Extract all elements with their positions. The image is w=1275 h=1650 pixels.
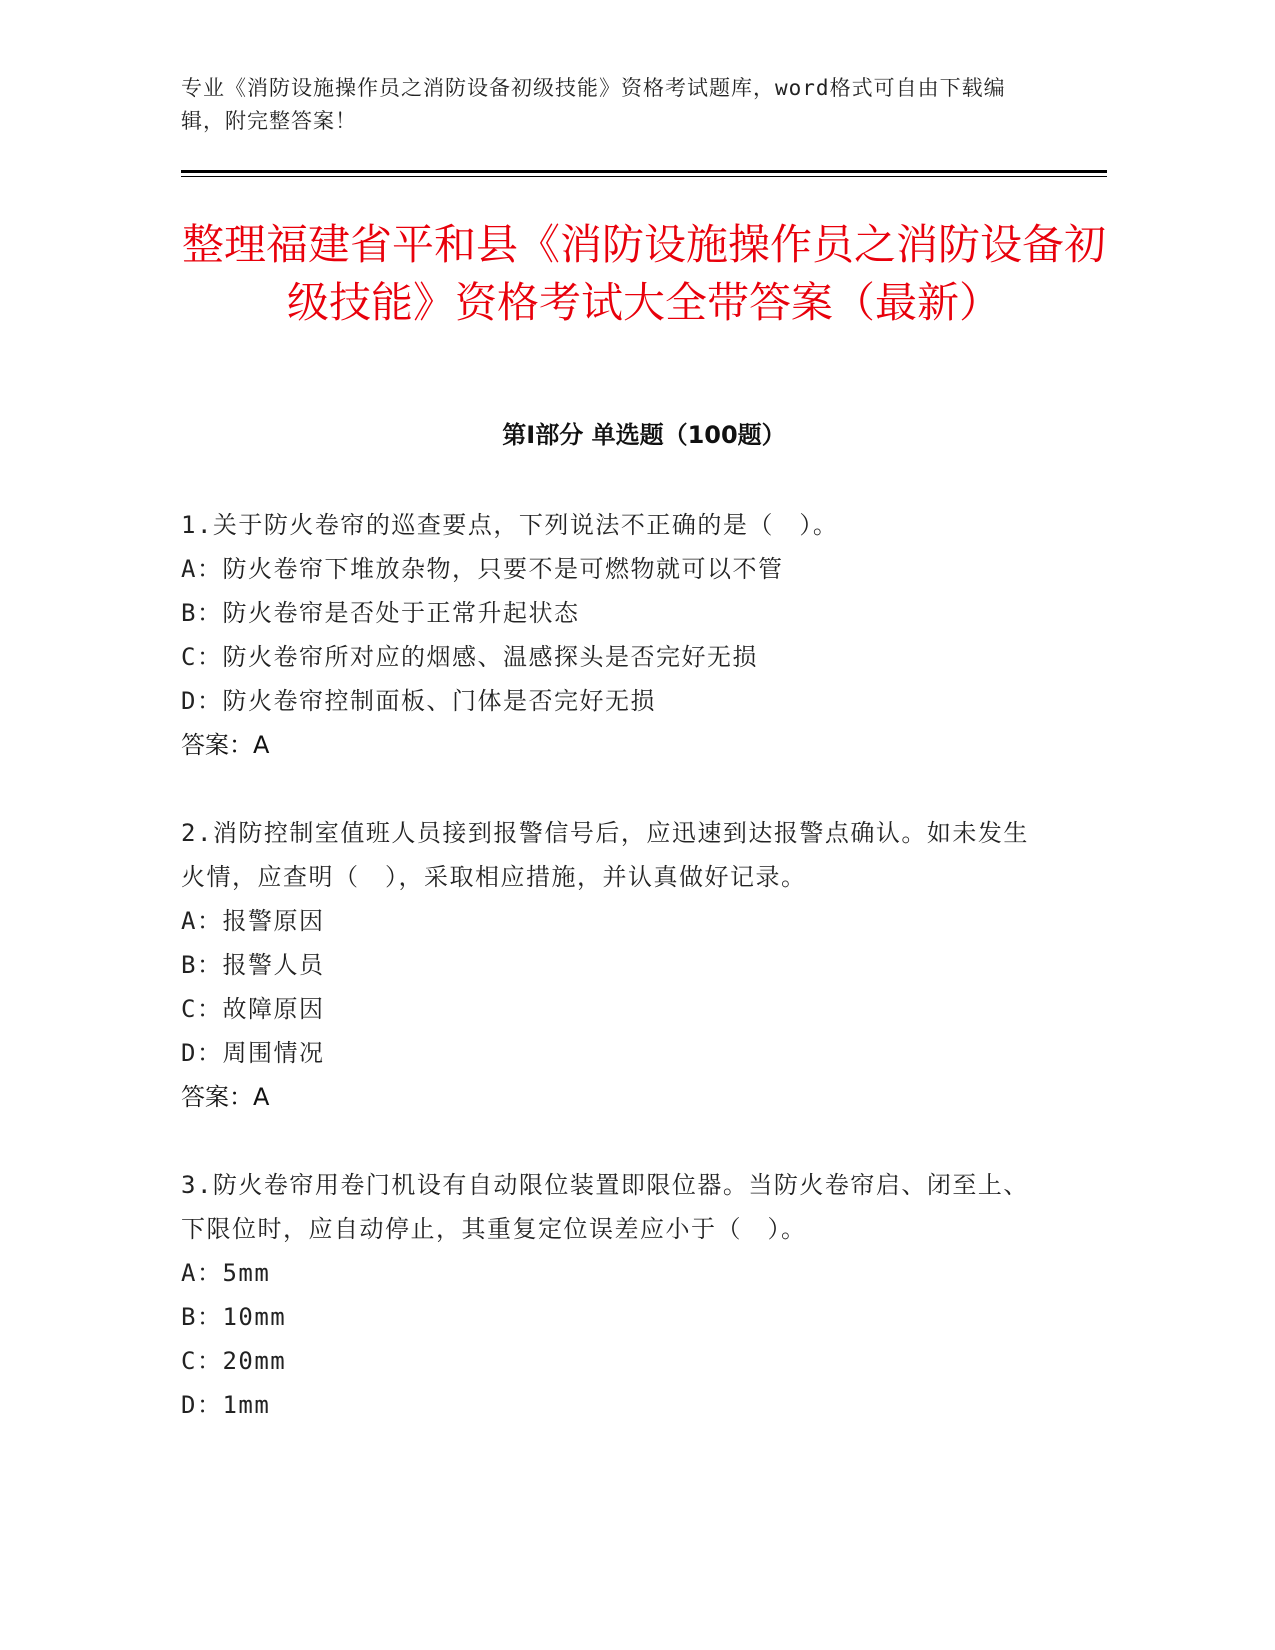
option-a: A：报警原因 [181, 907, 325, 935]
option-c: C：故障原因 [181, 995, 325, 1023]
option-d: D：周围情况 [181, 1039, 325, 1067]
option-c: C：防火卷帘所对应的烟感、温感探头是否完好无损 [181, 643, 758, 671]
header-note: 专业《消防设施操作员之消防设备初级技能》资格考试题库，word格式可自由下载编辑，附完整答案！ [181, 76, 1006, 133]
question-stem: 1.关于防火卷帘的巡查要点，下列说法不正确的是（ ）。 [181, 511, 839, 539]
header-rule-thick [181, 170, 1107, 173]
section-title: 第I部分 单选题（100题） [502, 421, 786, 449]
option-c: C：20mm [181, 1347, 287, 1375]
document-title: 整理福建省平和县《消防设施操作员之消防设备初级技能》资格考试大全带答案（最新） [181, 220, 1106, 327]
question-list [181, 503, 1041, 1471]
option-a: A：5mm [181, 1259, 271, 1287]
option-d: D：防火卷帘控制面板、门体是否完好无损 [181, 687, 656, 715]
answer: 答案：A [181, 731, 270, 759]
option-b: B：10mm [181, 1303, 287, 1331]
option-d: D：1mm [181, 1391, 271, 1419]
option-b: B：防火卷帘是否处于正常升起状态 [181, 599, 580, 627]
question-stem: 2.消防控制室值班人员接到报警信号后，应迅速到达报警点确认。如未发生火情，应查明（ ），采取相应措施，并认真做好记录。 [181, 819, 1029, 891]
option-a: A：防火卷帘下堆放杂物，只要不是可燃物就可以不管 [181, 555, 784, 583]
option-b: B：报警人员 [181, 951, 325, 979]
question-2 [181, 811, 1041, 1119]
question-stem: 3.防火卷帘用卷门机设有自动限位装置即限位器。当防火卷帘启、闭至上、下限位时，应自动停止，其重复定位误差应小于（ ）。 [181, 1171, 1029, 1243]
question-1 [181, 503, 1041, 767]
question-3 [181, 1163, 1041, 1427]
answer: 答案：A [181, 1083, 270, 1111]
header-rule-thin [181, 176, 1107, 177]
